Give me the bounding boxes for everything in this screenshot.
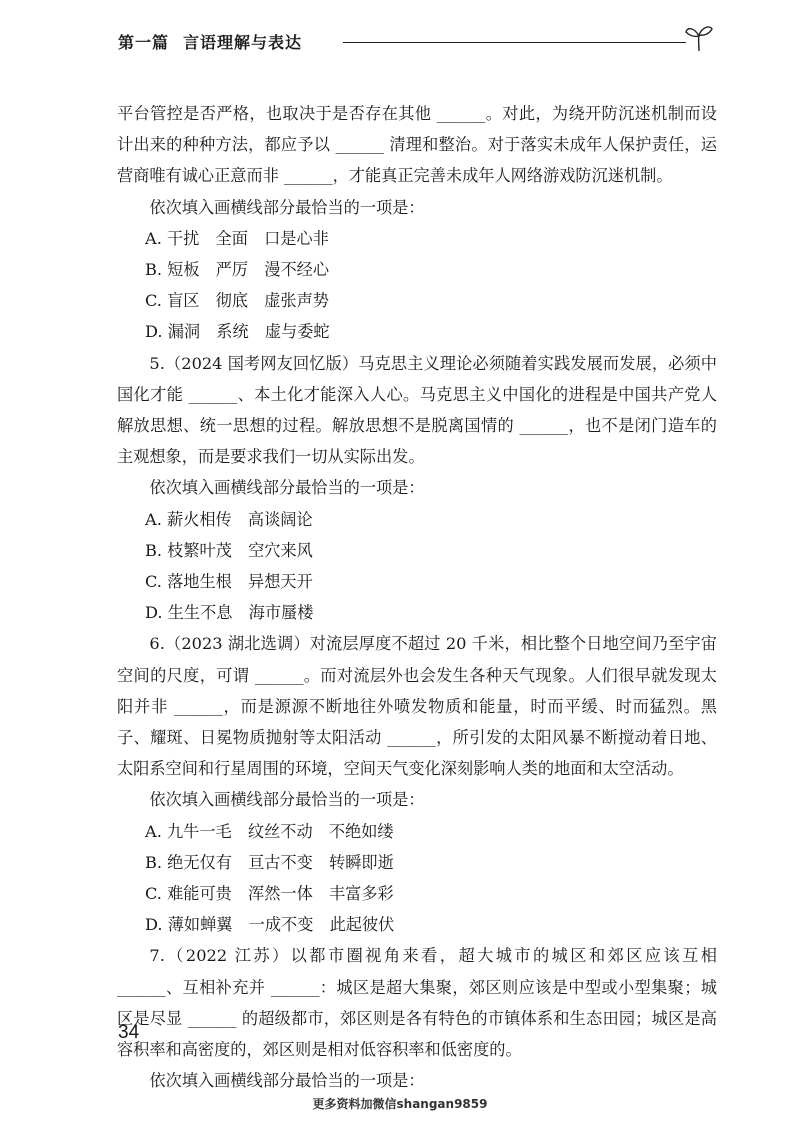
question-5-option-d: D. 生生不息 海市蜃楼	[145, 603, 314, 623]
question-6-option-b: B. 绝无仅有 亘古不变 转瞬即逝	[145, 852, 394, 872]
question-4-prompt: 依次填入画横线部分最恰当的一项是：	[149, 197, 425, 217]
header-rule	[343, 42, 686, 43]
question-6-stem: 6.（2023 湖北选调）对流层厚度不超过 20 千米，相比整个日地空间乃至宇宙空间的尺度，可谓 ______。而对流层外也会发生各种天气现象。人们很早就发现太阳并非 ______，而是源源不断地往外喷发物质和能量，时而平缓、时而猛烈。黑子、耀斑、日冕物质抛射等太阳活动 ______，所引发的太阳风暴不断搅动着日地、太阳系空间和行星周围的环境，空间天气变化深刻影响人类的地面和太空活动。	[117, 634, 717, 779]
question-5-option-b: B. 枝繁叶茂 空穴来风	[145, 540, 313, 560]
question-5-stem: 5.（2024 国考网友回忆版）马克思主义理论必须随着实践发展而发展，必须中国化才能 ______、本土化才能深入人心。马克思主义中国化的进程是中国共产党人解放思想、统一思想的过程。解放思想不是脱离国情的 ______，也不是闭门造车的主观想象，而是要求我们一切从实际出发。	[117, 353, 717, 467]
page-number: 34	[118, 1022, 140, 1043]
header-text	[118, 30, 302, 53]
header-part: 第一篇	[118, 33, 170, 52]
question-7-prompt: 依次填入画横线部分最恰当的一项是：	[149, 1071, 425, 1091]
question-5-option-c: C. 落地生根 异想天开	[145, 572, 313, 592]
page-header	[118, 24, 718, 54]
question-5-prompt: 依次填入画横线部分最恰当的一项是：	[149, 478, 425, 498]
header-title: 言语理解与表达	[183, 33, 303, 52]
question-7-stem: 7.（2022 江苏）以都市圈视角来看，超大城市的城区和郊区应该互相 ______、互相补充并 ______：城区是超大集聚，郊区则应该是中型或小型集聚；城区是尽显 ______ 的超级都市，郊区则是各有特色的市镇体系和生态田园；城区是高容积率和高密度的，郊区则是相对低容积率和低密度的。	[117, 946, 717, 1060]
question-5-option-a: A. 薪火相传 高谈阔论	[145, 509, 313, 529]
question-4-option-c: C. 盲区 彻底 虚张声势	[145, 291, 329, 311]
question-4-option-a: A. 干扰 全面 口是心非	[145, 228, 329, 248]
question-4-option-d: D. 漏洞 系统 虚与委蛇	[145, 322, 330, 342]
watermark: 更多资料加微信shangan9859	[312, 1097, 488, 1111]
question-6-option-d: D. 薄如蝉翼 一成不变 此起彼伏	[145, 915, 395, 935]
question-4-continuation: 平台管控是否严格，也取决于是否存在其他 ______。对此，为绕开防沉迷机制而设计出来的种种方法，都应予以 ______ 清理和整治。对于落实未成年人保护责任，运营商唯有诚心正意而非 ______，才能真正完善未成年人网络游戏防沉迷机制。	[117, 104, 717, 186]
question-6-option-a: A. 九牛一毛 纹丝不动 不绝如缕	[145, 821, 394, 841]
page-content	[117, 98, 717, 1097]
question-6-prompt: 依次填入画横线部分最恰当的一项是：	[149, 790, 425, 810]
question-6-option-c: C. 难能可贵 浑然一体 丰富多彩	[145, 884, 394, 904]
sprout-icon	[684, 24, 714, 52]
question-4-option-b: B. 短板 严厉 漫不经心	[145, 260, 330, 280]
